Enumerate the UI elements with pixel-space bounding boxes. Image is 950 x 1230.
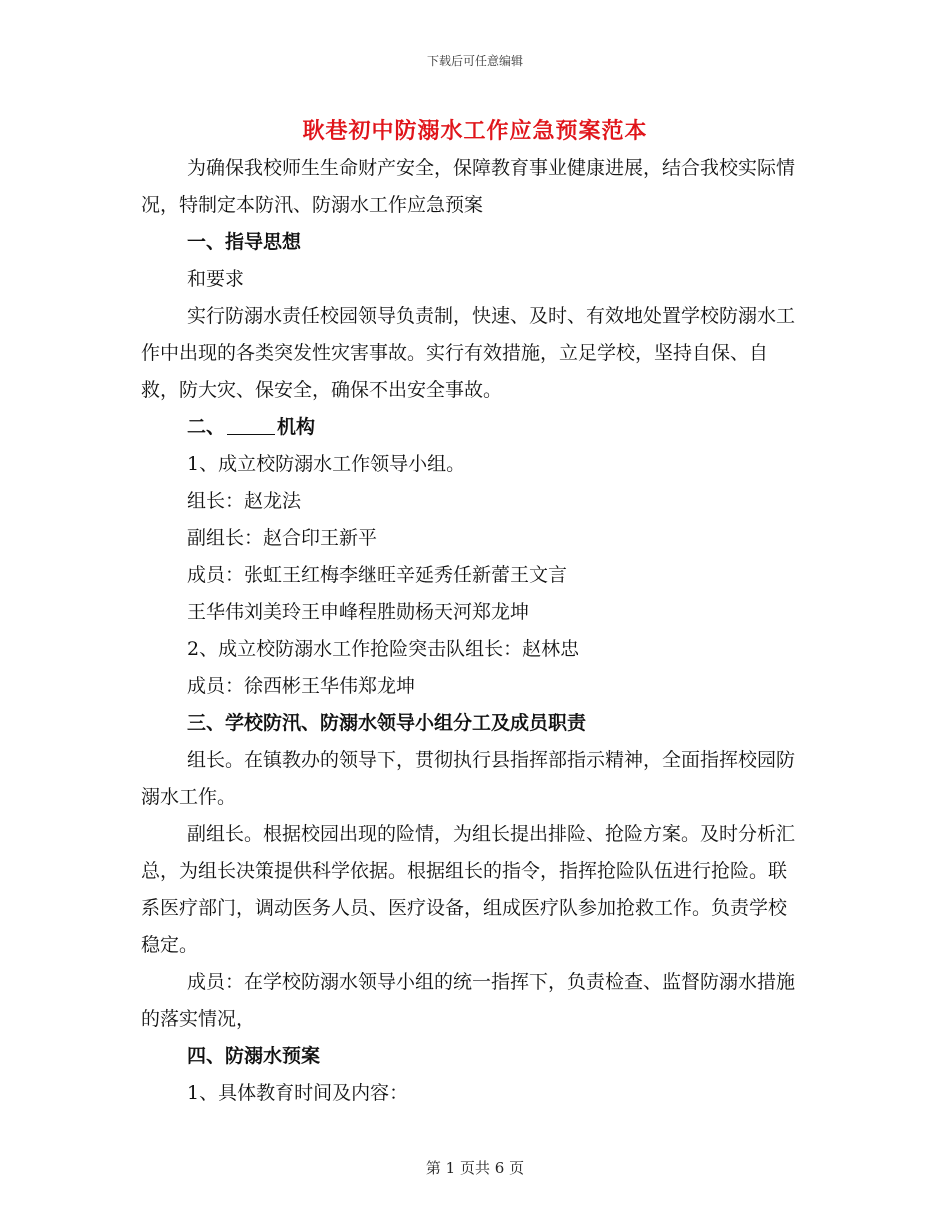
paragraph-and-requirements: 和要求 bbox=[187, 268, 245, 290]
deputy-line: 副组长：赵合印王新平 bbox=[187, 527, 378, 549]
duty-members-paragraph: 成员：在学校防溺水领导小组的统一指挥下，负责检查、监督防溺水措施的落实情况， bbox=[141, 971, 796, 1030]
page-footer: 第 1 页共 6 页 bbox=[425, 1159, 525, 1177]
duty-leader-paragraph: 组长。在镇教办的领导下，贯彻执行县指挥部指示精神，全面指挥校园防溺水工作。 bbox=[141, 749, 796, 808]
section-heading-4: 四、防溺水预案 bbox=[187, 1045, 321, 1067]
principle-paragraph: 实行防溺水责任校园领导负责制，快速、及时、有效地处置学校防溺水工作中出现的各类突发性灾害事故。实行有效措施，立足学校，坚持自保、自救，防大灾、保安全，确保不出安全事故。 bbox=[141, 305, 796, 401]
list-item-2: 2、成立校防溺水工作抢险突击队组长：赵林忠 bbox=[187, 638, 580, 660]
section-heading-2 bbox=[141, 409, 801, 446]
intro-paragraph: 为确保我校师生生命财产安全，保障教育事业健康进展，结合我校实际情况，特制定本防汛、防溺水工作应急预案 bbox=[141, 157, 796, 216]
members-line-3: 成员：徐西彬王华伟郑龙坤 bbox=[187, 675, 416, 697]
list-item-4-1: 1、具体教育时间及内容： bbox=[187, 1082, 409, 1104]
section-heading-3: 三、学校防汛、防溺水领导小组分工及成员职责 bbox=[187, 712, 587, 734]
members-line-1: 成员：张虹王红梅李继旺辛延秀任新蕾王文言 bbox=[187, 564, 568, 586]
list-item-1: 1、成立校防溺水工作领导小组。 bbox=[187, 453, 466, 475]
leader-line: 组长：赵龙法 bbox=[187, 490, 302, 512]
members-line-2: 王华伟刘美玲王申峰程胜勋杨天河郑龙坤 bbox=[187, 601, 530, 623]
document-title: 耿巷初中防溺水工作应急预案范本 bbox=[302, 118, 648, 144]
blank-underline bbox=[227, 416, 275, 435]
page-header-note: 下载后可任意编辑 bbox=[426, 54, 523, 68]
section-heading-2-prefix: 二、 bbox=[187, 416, 226, 438]
duty-deputy-paragraph: 副组长。根据校园出现的险情，为组长提出排险、抢险方案。及时分析汇总，为组长决策提供科学依据。根据组长的指令，指挥抢险队伍进行抢险。联系医疗部门，调动医务人员、医疗设备，组成医疗队参加抢救工作。负责学校稳定。 bbox=[141, 823, 796, 956]
section-heading-2-suffix: 机构 bbox=[277, 416, 316, 438]
section-heading-1: 一、指导思想 bbox=[187, 231, 302, 253]
document-body bbox=[141, 150, 801, 1112]
